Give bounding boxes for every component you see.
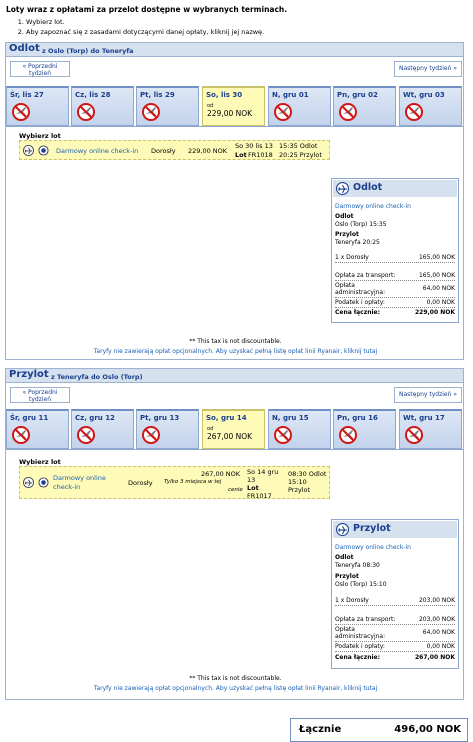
day-label: Wt, gru 03 — [403, 91, 445, 99]
admin-label: Opłata — [335, 282, 355, 289]
pax-value: 165,00 NOK — [418, 254, 455, 261]
outbound-summary-box — [331, 178, 459, 323]
day-label: Cz, gru 12 — [75, 414, 115, 422]
summary-admin-line — [335, 626, 455, 642]
flight-label: Lot — [247, 484, 259, 492]
admin-label: Opłata — [335, 626, 355, 633]
summary-header — [333, 521, 457, 538]
flight-label: Lot — [235, 151, 247, 159]
summary-tax-line — [335, 643, 455, 652]
flight-date: So 30 lis 13 — [235, 142, 273, 150]
plane-icon — [336, 182, 349, 195]
inbound-day-tab-3[interactable] — [136, 409, 199, 449]
fare-radio-button[interactable] — [38, 477, 49, 488]
inbound-day-tab-5[interactable] — [268, 409, 331, 449]
prev-week-label: « Poprzedni — [22, 389, 58, 396]
inbound-day-tab-7[interactable] — [399, 409, 462, 449]
no-flights-icon — [76, 102, 96, 122]
fare-note-link[interactable]: Taryfy nie zawierają opłat opcjonalnych. Aby uzyskać pełną listę opłat linii Ryanair, kliknij tutaj — [93, 348, 378, 355]
inbound-route: z Teneryfa do Oslo (Torp) — [51, 373, 143, 381]
pax-label: 1 x Dorosły — [335, 254, 369, 261]
summary-fare-name: Darmowy online check-in — [335, 203, 411, 210]
inbound-next-week-button[interactable]: Następny tydzień » — [394, 387, 462, 403]
summary-total-line — [335, 654, 455, 661]
transport-value: 203,00 NOK — [418, 616, 455, 623]
day-label: Pt, gru 13 — [140, 414, 180, 422]
transport-value: 165,00 NOK — [418, 272, 455, 279]
day-price: 229,00 NOK — [207, 109, 253, 118]
day-label: Cz, lis 28 — [75, 91, 111, 99]
inbound-day-tab-4-selected[interactable] — [202, 409, 265, 449]
fare-name-link-2[interactable]: check-in — [53, 483, 81, 491]
no-flights-icon — [404, 425, 424, 445]
seats-left-note: Tylko 3 miejsca w tej — [164, 479, 222, 485]
total-label: Cena łącznie: — [335, 654, 381, 661]
outbound-next-week-button[interactable]: Następny tydzień » — [394, 61, 462, 77]
transport-label: Opłata za transport: — [335, 272, 396, 279]
summary-admin-line — [335, 282, 455, 298]
summary-arr-label: Przylot — [335, 573, 359, 580]
summary-dep-value: Teneryfa 08:30 — [335, 562, 380, 569]
summary-title: Odlot — [353, 182, 383, 193]
summary-pax-line — [335, 254, 455, 263]
no-flights-icon — [338, 425, 358, 445]
no-flights-icon — [76, 425, 96, 445]
summary-arr-value: Oslo (Torp) 15:10 — [335, 581, 387, 588]
outbound-select-heading: Wybierz lot — [19, 132, 61, 140]
no-flights-icon — [273, 425, 293, 445]
intro-title: Loty wraz z opłatami za przelot dostępne w wybranych terminach. — [6, 5, 288, 14]
tax-note: ** This tax is not discountable. — [189, 675, 282, 682]
inbound-header — [6, 369, 463, 383]
tax-label: Podatek i opłaty: — [335, 643, 385, 650]
tab-divider — [6, 449, 463, 450]
summary-dep-label: Odlot — [335, 213, 354, 220]
inbound-summary-box — [331, 519, 459, 669]
summary-tax-line — [335, 299, 455, 308]
inbound-panel — [5, 368, 464, 700]
day-label: Pt, lis 29 — [140, 91, 175, 99]
no-flights-icon — [141, 102, 161, 122]
summary-total-line — [335, 309, 455, 316]
summary-dep-label: Odlot — [335, 554, 354, 561]
outbound-day-tab-2[interactable] — [71, 86, 134, 126]
inbound-title: Przylot — [9, 369, 49, 380]
summary-transport-line — [335, 616, 455, 625]
flight-plane-icon — [23, 145, 34, 156]
total-label: Cena łącznie: — [335, 309, 381, 316]
flight-date-2: 13 — [247, 476, 256, 484]
grand-total-value: 496,00 NOK — [394, 724, 461, 735]
tax-value: 0,00 NOK — [426, 643, 455, 650]
day-label: Wt, gru 17 — [403, 414, 445, 422]
day-label: N, gru 15 — [272, 414, 309, 422]
outbound-day-tab-7[interactable] — [399, 86, 462, 126]
prev-week-label-2: tydzień — [28, 70, 52, 77]
summary-header — [333, 180, 457, 197]
fare-radio-button[interactable] — [38, 145, 49, 156]
no-flights-icon — [273, 102, 293, 122]
arrival-label: Przylot — [288, 486, 311, 494]
outbound-prev-week-button[interactable] — [10, 61, 70, 77]
transport-label: Opłata za transport: — [335, 616, 396, 623]
day-label: Pn, gru 16 — [337, 414, 378, 422]
fare-name-link[interactable]: Darmowy online check-in — [56, 147, 139, 155]
fare-price: 267,00 NOK — [201, 470, 241, 478]
admin-value: 64,00 NOK — [422, 629, 455, 636]
pax-label: 1 x Dorosły — [335, 597, 369, 604]
flight-plane-icon — [23, 477, 34, 488]
outbound-day-tab-3[interactable] — [136, 86, 199, 126]
outbound-flight-row[interactable] — [19, 140, 330, 160]
admin-label-2: administracyjna: — [335, 633, 386, 640]
instruction-steps — [14, 17, 264, 37]
outbound-day-tab-6[interactable] — [333, 86, 396, 126]
step-1: 1. Wybierz lot. — [26, 17, 264, 27]
no-flights-icon — [11, 425, 31, 445]
tax-value: 0,00 NOK — [426, 299, 455, 306]
summary-arr-label: Przylot — [335, 231, 359, 238]
price-from-label: od — [207, 103, 214, 109]
inbound-flight-row[interactable] — [19, 466, 330, 499]
prev-week-label: « Poprzedni — [22, 63, 58, 70]
flight-number: FR1017 — [247, 492, 272, 500]
plane-icon — [336, 523, 349, 536]
passenger-type: Dorosły — [151, 147, 176, 155]
fare-note-link[interactable]: Taryfy nie zawierają opłat opcjonalnych. Aby uzyskać pełną listę opłat linii Ryanair, kliknij tutaj — [93, 685, 378, 692]
no-flights-icon — [338, 102, 358, 122]
arrival-time: 20:25 Przylot — [279, 151, 322, 159]
grand-total-label: Łącznie — [299, 724, 342, 735]
inbound-day-tab-2[interactable] — [71, 409, 134, 449]
day-label: Pn, gru 02 — [337, 91, 378, 99]
day-label: N, gru 01 — [272, 91, 309, 99]
pax-value: 203,00 NOK — [418, 597, 455, 604]
total-value: 229,00 NOK — [414, 309, 455, 316]
summary-transport-line — [335, 272, 455, 281]
day-label: Śr, lis 27 — [10, 91, 44, 99]
admin-label-2: administracyjna: — [335, 289, 386, 296]
tax-label: Podatek i opłaty: — [335, 299, 385, 306]
admin-value: 64,00 NOK — [422, 285, 455, 292]
departure-time: 15:35 Odlot — [279, 142, 318, 150]
tax-note: ** This tax is not discountable. — [189, 338, 282, 345]
outbound-route: z Oslo (Torp) do Teneryfa — [42, 47, 134, 55]
day-label: So, lis 30 — [206, 91, 243, 99]
prev-week-label-2: tydzień — [28, 396, 52, 403]
departure-time: 08:30 Odlot — [288, 470, 327, 478]
outbound-panel — [5, 42, 464, 360]
arrival-time: 15:10 — [288, 478, 307, 486]
day-label: So, gru 14 — [206, 414, 247, 422]
flight-number: FR1018 — [248, 151, 273, 159]
seats-left-note-2: cenie — [228, 487, 243, 493]
outbound-day-tab-1[interactable] — [6, 86, 69, 126]
summary-title: Przylot — [353, 523, 391, 534]
day-label: Śr, gru 11 — [10, 414, 49, 422]
no-flights-icon — [11, 102, 31, 122]
fare-price: 229,00 NOK — [188, 147, 228, 155]
no-flights-icon — [141, 425, 161, 445]
tab-divider — [6, 126, 463, 127]
fare-name-link[interactable]: Darmowy online — [53, 474, 106, 482]
grand-total-box — [290, 718, 468, 742]
step-2: 2. Aby zapoznać się z zasadami dotyczącymi danej opłaty, kliknij jej nazwę. — [26, 27, 264, 37]
inbound-day-tab-1[interactable] — [6, 409, 69, 449]
passenger-type: Dorosły — [128, 479, 153, 487]
summary-dep-value: Oslo (Torp) 15:35 — [335, 221, 387, 228]
outbound-day-tab-5[interactable] — [268, 86, 331, 126]
flight-date: So 14 gru — [247, 468, 279, 476]
price-from-label: od — [207, 426, 214, 432]
no-flights-icon — [404, 102, 424, 122]
inbound-day-tab-6[interactable] — [333, 409, 396, 449]
summary-pax-line — [335, 597, 455, 606]
inbound-select-heading: Wybierz lot — [19, 458, 61, 466]
summary-fare-name: Darmowy online check-in — [335, 544, 411, 551]
day-price: 267,00 NOK — [207, 432, 253, 441]
inbound-prev-week-button[interactable] — [10, 387, 70, 403]
outbound-header — [6, 43, 463, 57]
outbound-title: Odlot — [9, 43, 40, 54]
total-value: 267,00 NOK — [414, 654, 455, 661]
outbound-day-tab-4-selected[interactable] — [202, 86, 265, 126]
summary-arr-value: Teneryfa 20:25 — [335, 239, 380, 246]
